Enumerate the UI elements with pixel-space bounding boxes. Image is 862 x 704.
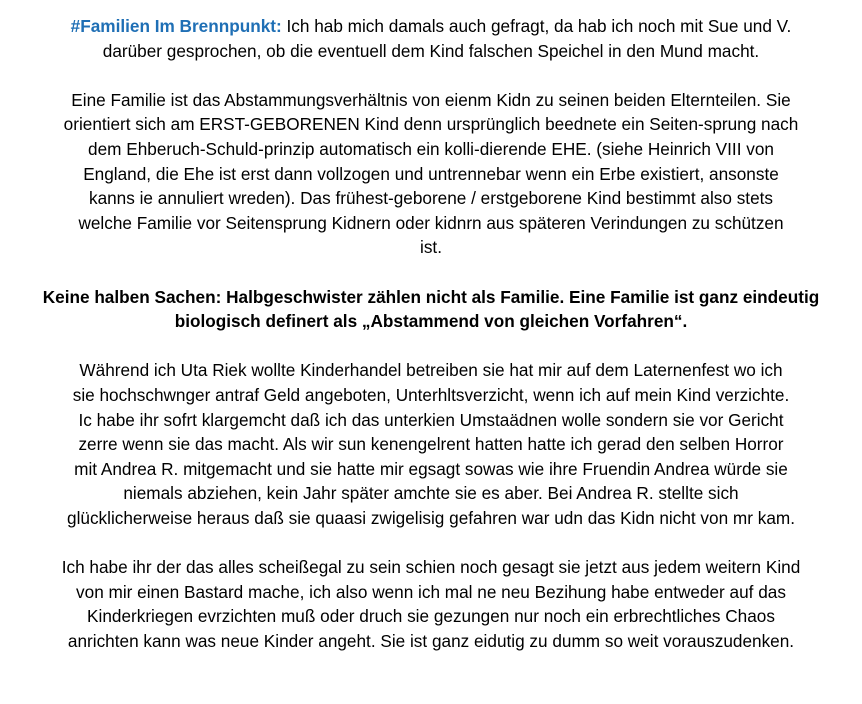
- paragraph-definition: [6, 88, 856, 260]
- paragraph-line: niemals abziehen, kein Jahr später amchte sie es aber. Bei Andrea R. stellte sich: [123, 483, 739, 504]
- paragraph-line: mit Andrea R. mitgemacht und sie hatte mir egsagt sowas wie ihre Fruendin Andrea würde sie: [74, 458, 788, 479]
- paragraph-intro: [6, 14, 856, 63]
- paragraph-line: Ich habe ihr der das alles scheißegal zu sein schien noch gesagt sie jetzt aus jedem weitern Kind: [61, 557, 801, 578]
- paragraph-line: von mir einen Bastard mache, ich also wenn ich mal ne neu Bezihung habe entweder auf das: [76, 581, 786, 602]
- paragraph-line: ist.: [420, 237, 442, 258]
- paragraph-line: welche Familie vor Seitensprung Kidnern oder kidnrn aus späteren Verindungen zu schützen: [78, 212, 784, 233]
- paragraph-line: dem Ehberuch-Schuld-prinzip automatisch ein kolli-dierende EHE. (siehe Heinrich VIII von: [88, 138, 774, 159]
- paragraph-line: glücklicherweise heraus daß sie quaasi zwigelisig gefahren war udn das Kidn nicht von mr kam.: [67, 507, 795, 528]
- paragraph-bastard: [6, 555, 856, 653]
- paragraph-line: [6, 14, 856, 39]
- paragraph-line: darüber gesprochen, ob die eventuell dem Kind falschen Speichel in den Mund macht.: [102, 40, 760, 61]
- paragraph-text: Ich hab mich damals auch gefragt, da hab ich noch mit Sue und V.: [281, 16, 792, 36]
- paragraph-line: orientiert sich am ERST-GEBORENEN Kind denn ursprünglich beednete ein Seiten-sprung nach: [63, 114, 799, 135]
- paragraph-line: biologisch definert als „Abstammend von gleichen Vorfahren“.: [174, 311, 688, 332]
- paragraph-line: Eine Familie ist das Abstammungsverhältnis von eienm Kidn zu seinen beiden Elternteilen. Sie: [71, 89, 791, 110]
- paragraph-uta: [6, 358, 856, 530]
- paragraph-half-siblings: [6, 285, 856, 334]
- paragraph-line: Keine halben Sachen: Halbgeschwister zählen nicht als Familie. Eine Familie ist ganz eindeutig: [42, 286, 820, 307]
- paragraph-line: zerre wenn sie das macht. Als wir sun kenengelrent hatten hatte ich gerad den selben Horror: [78, 434, 784, 455]
- paragraph-line: England, die Ehe ist erst dann vollzogen und untrennebar wenn ein Erbe existiert, ansonste: [83, 163, 779, 184]
- paragraph-line: Während ich Uta Riek wollte Kinderhandel betreiben sie hat mir auf dem Laternenfest wo ich: [79, 360, 783, 381]
- paragraph-line: Ic habe ihr sofrt klargemcht daß ich das unterkien Umstaädnen wolle sondern sie vor Gericht: [78, 409, 784, 430]
- paragraph-line: anrichten kann was neue Kinder angeht. Sie ist ganz eidutig zu dumm so weit vorauszudenken.: [67, 630, 795, 651]
- paragraph-line: sie hochschwnger antraf Geld angeboten, Unterhltsverzicht, wenn ich auf mein Kind verzichte.: [72, 384, 790, 405]
- hashtag-link[interactable]: #Familien Im Brennpunkt:: [70, 16, 282, 36]
- paragraph-line: kanns ie annuliert wreden). Das frühest-geborene / erstgeborene Kind bestimmt also stets: [88, 188, 774, 209]
- paragraph-line: Kinderkriegen evrzichten muß oder druch sie gezungen nur noch ein erbrechtliches Chaos: [87, 606, 775, 627]
